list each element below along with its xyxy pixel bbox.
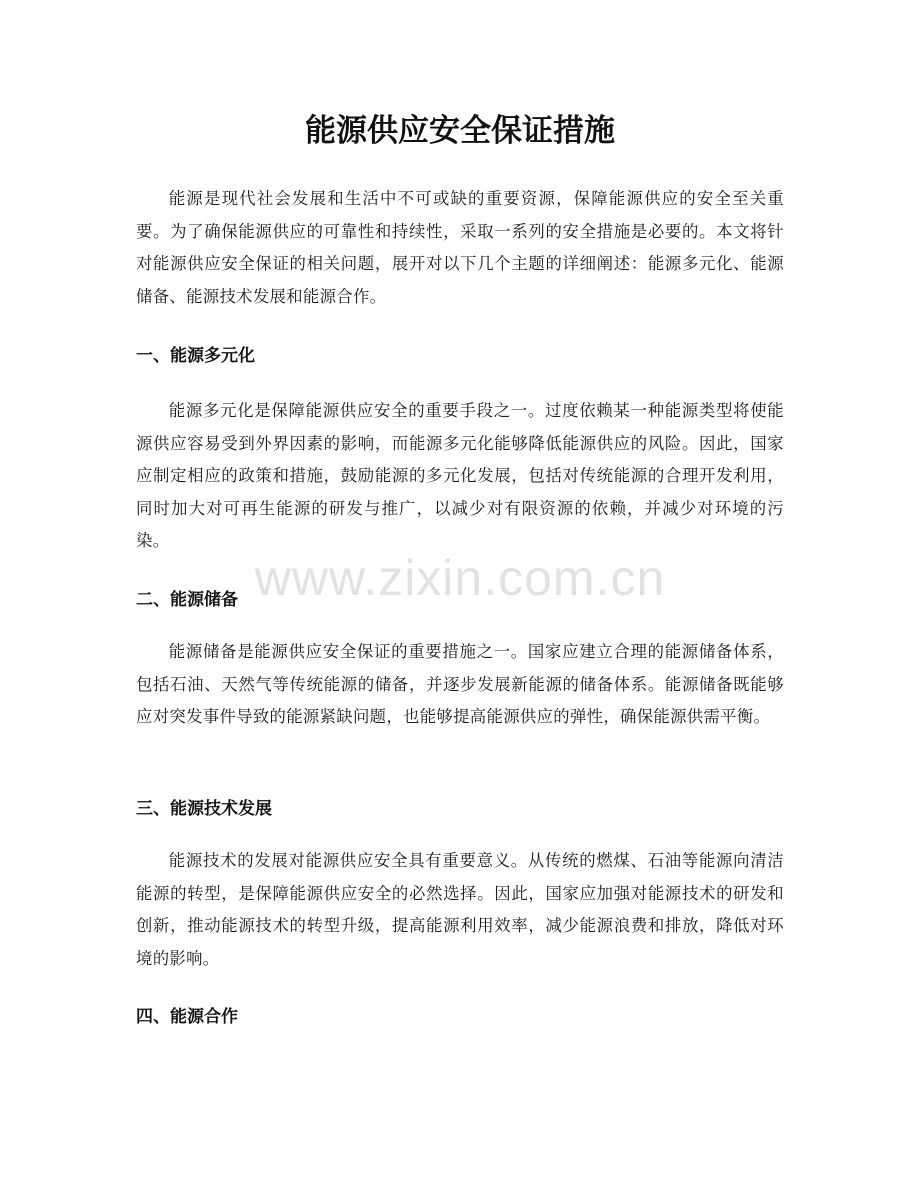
intro-paragraph: 能源是现代社会发展和生活中不可或缺的重要资源，保障能源供应的安全至关重要。为了确保能源供应的可靠性和持续性，采取一系列的安全措施是必要的。本文将针对能源供应安全保证的相关问题，展开对以下几个主题的详细阐述：能源多元化、能源储备、能源技术发展和能源合作。 — [136, 189, 784, 306]
section-heading-diversification: 一、能源多元化 — [136, 346, 255, 366]
section-body-diversification: 能源多元化是保障能源供应安全的重要手段之一。过度依赖某一种能源类型将使能源供应容易受到外界因素的影响，而能源多元化能够降低能源供应的风险。因此，国家应制定相应的政策和措施，鼓励能源的多元化发展，包括对传统能源的合理开发利用，同时加大对可再生能源的研发与推广，以减少对有限资源的依赖，并减少对环境的污染。 — [136, 401, 784, 550]
document-title: 能源供应安全保证措施 — [305, 113, 615, 149]
section-body-technology: 能源技术的发展对能源供应安全具有重要意义。从传统的燃煤、石油等能源向清洁能源的转型，是保障能源供应安全的必然选择。因此，国家应加强对能源技术的研发和创新，推动能源技术的转型升级，提高能源利用效率，减少能源浪费和排放，降低对环境的影响。 — [136, 851, 784, 968]
section-body-reserves: 能源储备是能源供应安全保证的重要措施之一。国家应建立合理的能源储备体系，包括石油、天然气等传统能源的储备，并逐步发展新能源的储备体系。能源储备既能够应对突发事件导致的能源紧缺问题，也能够提高能源供应的弹性，确保能源供需平衡。 — [136, 642, 784, 726]
section-heading-reserves: 二、能源储备 — [136, 590, 238, 610]
section-heading-technology: 三、能源技术发展 — [136, 799, 272, 819]
section-heading-cooperation: 四、能源合作 — [136, 1007, 238, 1027]
watermark: www.zixin.com.cn — [254, 550, 666, 606]
